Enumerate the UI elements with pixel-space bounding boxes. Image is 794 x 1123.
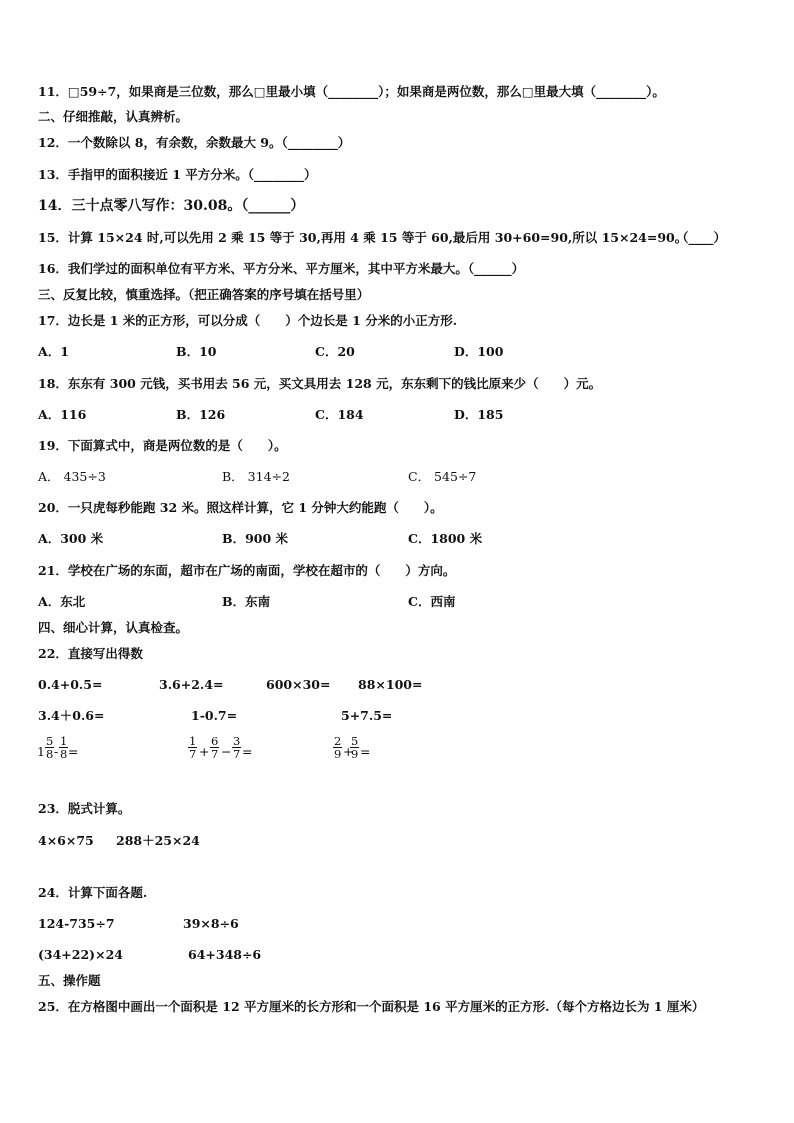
equals-sign: = [68, 744, 79, 759]
q18-option-d: D．185 [454, 407, 504, 422]
question-11: 11．□59÷7，如果商是三位数，那么□里最小填（________）；如果商是两位数，那么□里最大填（________）。 [38, 84, 665, 99]
question-23: 23．脱式计算。 [38, 801, 131, 816]
expr-24a: 124-735÷7 [38, 916, 115, 931]
question-15-blank: （____） [676, 230, 727, 245]
expr-24b: 39×8÷6 [183, 916, 239, 931]
expr-2: 3.6+2.4= [159, 677, 224, 692]
fraction: $\frac{5}{9}$ [351, 734, 359, 761]
whole-number: 1 [37, 744, 45, 759]
plus-sign: + [199, 744, 210, 759]
q20-option-a: A．300 米 [38, 531, 104, 546]
question-16: 16．我们学过的面积单位有平方米、平方分米、平方厘米，其中平方米最大。（______） [38, 261, 525, 276]
minus-sign: − [221, 744, 232, 759]
question-22: 22．直接写出得数 [38, 646, 143, 661]
q21-option-a: A．东北 [38, 594, 86, 609]
q20-option-c: C．1800 米 [408, 531, 483, 546]
plus-sign: + [343, 744, 354, 759]
q21-option-b: B．东南 [222, 594, 271, 609]
section-4-heading: 四、细心计算，认真检查。 [38, 620, 189, 635]
section-3-heading: 三、反复比较，慎重选择。（把正确答案的序号填在括号里） [38, 287, 370, 302]
question-25: 25．在方格图中画出一个面积是 12 平方厘米的长方形和一个面积是 16 平方厘米的正方形.（每个方格边长为 1 厘米） [38, 999, 705, 1014]
question-12: 12．一个数除以 8，有余数，余数最大 9。（________） [38, 135, 351, 150]
section-2-heading: 二、仔细推敲，认真辨析。 [38, 109, 189, 124]
expr-23a: 4×6×75 [38, 833, 94, 848]
expr-4: 88×100= [358, 677, 423, 692]
fraction: $\frac{1}{8}$ [60, 734, 68, 761]
expr-1: 0.4+0.5= [38, 677, 103, 692]
q18-option-b: B．126 [176, 407, 226, 422]
question-21: 21．学校在广场的东面，超市在广场的南面，学校在超市的（ ）方向。 [38, 563, 456, 578]
expr-6: 1-0.7= [191, 708, 238, 723]
expr-24d: 64+348÷6 [188, 947, 262, 962]
question-20: 20．一只虎每秒能跑 32 米。照这样计算，它 1 分钟大约能跑（ ）。 [38, 500, 443, 515]
minus-sign: - [54, 744, 59, 759]
q17-option-b: B．10 [176, 344, 217, 359]
question-15: 15．计算 15×24 时,可以先用 2 乘 15 等于 30,再用 4 乘 15 等于 60,最后用 30+60=90,所以 15×24=90。 [38, 230, 688, 245]
question-18: 18．东东有 300 元钱，买书用去 56 元，买文具用去 128 元，东东剩下的钱比原来少（ ）元。 [38, 376, 602, 391]
q20-option-b: B．900 米 [222, 531, 289, 546]
fraction: $\frac{2}{9}$ [334, 734, 342, 761]
q17-option-c: C．20 [315, 344, 355, 359]
q18-option-c: C．184 [315, 407, 364, 422]
q19-option-a: A． 435÷3 [38, 469, 106, 484]
equals-sign: = [242, 744, 253, 759]
equals-sign: = [360, 744, 371, 759]
question-19: 19．下面算式中，商是两位数的是（ ）。 [38, 438, 287, 453]
q17-option-d: D．100 [454, 344, 504, 359]
q19-option-b: B． 314÷2 [222, 469, 290, 484]
expr-3: 600×30= [266, 677, 331, 692]
fraction: $\frac{5}{8}$ [46, 734, 54, 761]
question-14: 14．三十点零八写作：30.08。（______） [38, 198, 305, 214]
section-5-heading: 五、操作题 [38, 973, 101, 988]
expr-23b: 288＋25×24 [116, 833, 200, 848]
question-24: 24．计算下面各题. [38, 885, 148, 900]
fraction: $\frac{3}{7}$ [233, 734, 241, 761]
question-17: 17．边长是 1 米的正方形，可以分成（ ）个边长是 1 分米的小正方形. [38, 313, 458, 328]
fraction: $\frac{6}{7}$ [211, 734, 219, 761]
fraction: $\frac{1}{7}$ [189, 734, 197, 761]
question-13: 13．手指甲的面积接近 1 平方分米。（________） [38, 167, 317, 182]
q18-option-a: A．116 [38, 407, 87, 422]
q21-option-c: C．西南 [408, 594, 456, 609]
q17-option-a: A．1 [38, 344, 69, 359]
expr-24c: (34+22)×24 [38, 947, 123, 962]
expr-5: 3.4＋0.6= [38, 708, 105, 723]
expr-7: 5+7.5= [341, 708, 393, 723]
q19-option-c: C． 545÷7 [408, 469, 477, 484]
